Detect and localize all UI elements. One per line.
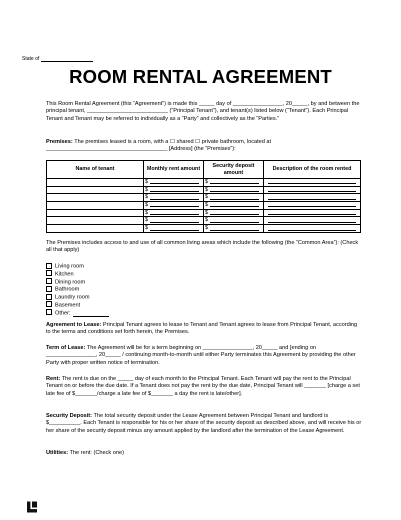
currency-symbol: $	[205, 194, 208, 201]
fill-in-line	[268, 222, 356, 223]
utilities-paragraph	[46, 450, 362, 457]
checklist-item-label: Laundry room	[55, 294, 90, 301]
room-description-cell[interactable]	[264, 186, 361, 194]
room-description-cell[interactable]	[264, 179, 361, 187]
table-row	[47, 202, 361, 210]
col-header-name: Name of tenant	[47, 161, 144, 179]
fill-in-line	[268, 183, 356, 184]
lawdistrict-logo-icon	[26, 501, 38, 513]
fill-in-line	[210, 222, 259, 223]
room-description-cell[interactable]	[264, 209, 361, 217]
checkbox-icon[interactable]	[46, 278, 52, 284]
checklist-item-label: Living room	[55, 263, 84, 270]
premises-text: The premises leased is a room, with a ☐ shared ☐ private bathroom, located at _______________________________________ [Address] (the “Premises”):	[46, 139, 272, 153]
table-body	[47, 179, 361, 233]
col-header-rent: Monthly rent amount	[144, 161, 204, 179]
checkbox-icon[interactable]	[46, 286, 52, 292]
premises-paragraph	[46, 139, 362, 154]
table-row	[47, 217, 361, 225]
tenant-name-cell[interactable]	[47, 194, 144, 202]
room-description-cell[interactable]	[264, 194, 361, 202]
deposit-amount-cell[interactable]	[204, 186, 264, 194]
fill-in-line	[268, 206, 356, 207]
fill-in-line	[268, 199, 356, 200]
fill-in-line	[268, 230, 356, 231]
fill-in-line	[268, 191, 356, 192]
currency-symbol: $	[145, 209, 148, 216]
fill-in-line	[150, 206, 199, 207]
fill-in-line	[210, 191, 259, 192]
security-deposit-text: The total security deposit under the Lease Agreement between Principal Tenant and landlord is $__________. Each Tenant is responsible for his or her share of the security deposit as described above, and will receive his or her share of the security deposit minus any amount applied by the landlord after the termination of the Lease Agreement.	[46, 413, 362, 434]
rent-amount-cell[interactable]	[144, 179, 204, 187]
checkbox-icon[interactable]	[46, 263, 52, 269]
common-area-paragraph: The Premises includes access to and use of all common living areas which include the following (the “Common Area”): (Check all that apply)	[46, 240, 359, 254]
checklist-item[interactable]	[46, 263, 109, 271]
tenant-name-cell[interactable]	[47, 225, 144, 233]
checklist-item-label: Kitchen	[55, 271, 74, 278]
deposit-amount-cell[interactable]	[204, 202, 264, 210]
checklist-item[interactable]	[46, 271, 109, 279]
currency-symbol: $	[145, 194, 148, 201]
agreement-to-lease-text: Principal Tenant agrees to lease to Tenant and Tenant agrees to lease from Principal Tenant, according to the terms and conditions set forth herein, the Premises.	[46, 322, 358, 336]
deposit-amount-cell[interactable]	[204, 179, 264, 187]
premises-heading: Premises:	[46, 139, 73, 145]
fill-in-line	[210, 214, 259, 215]
rent-amount-cell[interactable]	[144, 217, 204, 225]
fill-in-line	[210, 183, 259, 184]
fill-in-line	[150, 230, 199, 231]
tenant-name-cell[interactable]	[47, 179, 144, 187]
term-of-lease-paragraph	[46, 345, 362, 367]
fill-in-line	[150, 222, 199, 223]
tenant-name-cell[interactable]	[47, 186, 144, 194]
fill-in-line	[150, 183, 199, 184]
table-row	[47, 179, 361, 187]
currency-symbol: $	[205, 209, 208, 216]
currency-symbol: $	[145, 179, 148, 185]
rent-heading: Rent:	[46, 376, 61, 382]
term-of-lease-text: The Agreement will be for a term beginning on ________________, 20_____ and [ending on ________________, 20_____ / continuing month-to-month until either Party terminates this Agreement by providing the other Party with proper written notice of termination.	[46, 345, 356, 366]
rent-amount-cell[interactable]	[144, 225, 204, 233]
currency-symbol: $	[205, 217, 208, 224]
checklist-item-label: Other:	[55, 310, 71, 317]
deposit-amount-cell[interactable]	[204, 225, 264, 233]
table-row	[47, 186, 361, 194]
utilities-text: The rent: (Check one)	[68, 450, 124, 456]
fill-in-line	[210, 199, 259, 200]
checklist-item[interactable]	[46, 310, 109, 318]
room-description-cell[interactable]	[264, 225, 361, 233]
utilities-heading: Utilities:	[46, 450, 69, 456]
table-row	[47, 209, 361, 217]
security-deposit-heading: Security Deposit:	[46, 413, 93, 419]
fill-in-line	[150, 199, 199, 200]
fill-in-line	[150, 191, 199, 192]
fill-in-line	[210, 206, 259, 207]
checklist-item[interactable]	[46, 294, 109, 302]
tenant-name-cell[interactable]	[47, 202, 144, 210]
state-label: State of	[22, 56, 40, 62]
currency-symbol: $	[145, 202, 148, 209]
currency-symbol: $	[205, 179, 208, 185]
currency-symbol: $	[145, 217, 148, 224]
rent-text: The rent is due on the _____ day of each month to the Principal Tenant. Each Tenant will pay the rent to the Principal Tenant on or before the due date. If a Tenant does not pay the rent by the due date, Principal Tenant will _______ [charge a set late fee of $_______/charge a late fee of $_______ a day the rent is late/other].	[46, 376, 360, 397]
other-blank[interactable]	[73, 311, 109, 317]
col-header-deposit: Security deposit amount	[204, 161, 264, 179]
table-row	[47, 194, 361, 202]
checkbox-icon[interactable]	[46, 294, 52, 300]
room-description-cell[interactable]	[264, 217, 361, 225]
table-row	[47, 225, 361, 233]
intro-paragraph: This Room Rental Agreement (this “Agreement”) is made this _____ day of ________________, 20_____, by and between the principal tenant, __________________________ (“Principal Tenant”), and tenant(s) listed below (“Tenant”). Each Principal Tenant and Tenant may be referred to individually as a “Party” and collectively as the “Parties.”	[46, 101, 360, 122]
tenant-name-cell[interactable]	[47, 217, 144, 225]
checklist-item-label: Dining room	[55, 279, 86, 286]
document-title: ROOM RENTAL AGREEMENT	[69, 66, 332, 87]
agreement-to-lease-heading: Agreement to Lease:	[46, 322, 102, 328]
checklist-item-label: Bathroom	[55, 286, 80, 293]
checkbox-icon[interactable]	[46, 270, 52, 276]
fill-in-line	[268, 214, 356, 215]
deposit-amount-cell[interactable]	[204, 209, 264, 217]
currency-symbol: $	[205, 202, 208, 209]
state-blank[interactable]	[41, 56, 93, 62]
tenant-name-cell[interactable]	[47, 209, 144, 217]
checklist-item[interactable]	[46, 279, 109, 287]
checklist-item-label: Basement	[55, 302, 81, 309]
checklist-item[interactable]	[46, 286, 109, 294]
fill-in-line	[210, 230, 259, 231]
deposit-amount-cell[interactable]	[204, 194, 264, 202]
rent-amount-cell[interactable]	[144, 209, 204, 217]
common-area-checklist	[46, 263, 109, 317]
checkbox-icon[interactable]	[46, 309, 52, 315]
rent-paragraph	[46, 376, 362, 398]
rent-amount-cell[interactable]	[144, 186, 204, 194]
rent-amount-cell[interactable]	[144, 202, 204, 210]
checklist-item[interactable]	[46, 302, 109, 310]
table-header-row	[47, 161, 361, 179]
agreement-to-lease-paragraph	[46, 322, 362, 337]
currency-symbol: $	[205, 225, 208, 232]
currency-symbol: $	[145, 225, 148, 232]
deposit-amount-cell[interactable]	[204, 217, 264, 225]
term-of-lease-heading: Term of Lease:	[46, 345, 86, 351]
rent-amount-cell[interactable]	[144, 194, 204, 202]
tenant-table	[46, 160, 361, 233]
security-deposit-paragraph	[46, 413, 362, 435]
currency-symbol: $	[145, 186, 148, 193]
col-header-description: Description of the room rented	[264, 161, 361, 179]
state-field	[22, 56, 93, 62]
checkbox-icon[interactable]	[46, 301, 52, 307]
fill-in-line	[150, 214, 199, 215]
room-description-cell[interactable]	[264, 202, 361, 210]
currency-symbol: $	[205, 186, 208, 193]
